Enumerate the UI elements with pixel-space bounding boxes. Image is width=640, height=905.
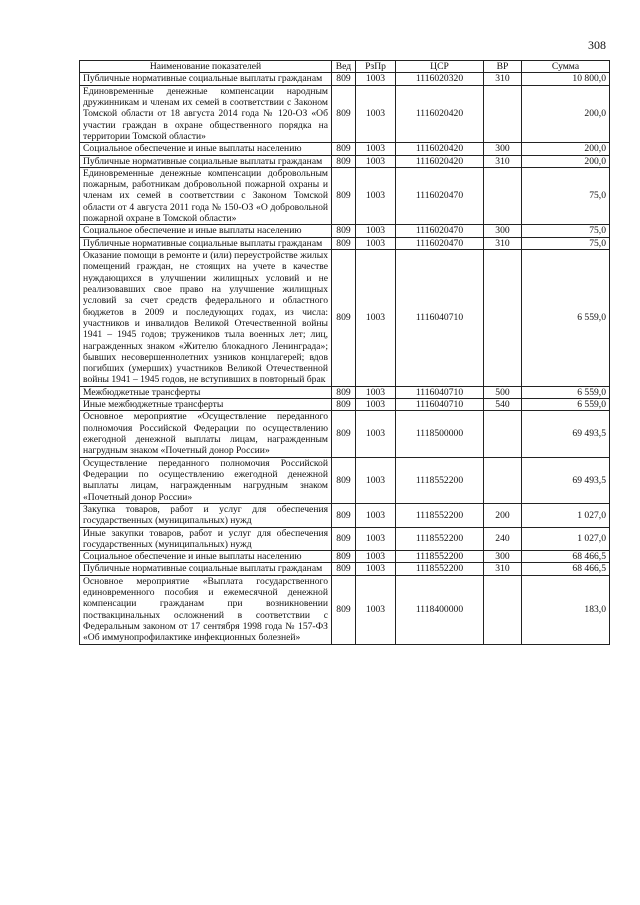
row-rzpr: 1003 [356,457,396,503]
row-vr [484,85,522,143]
row-ved: 809 [332,503,356,527]
row-csr: 1116020420 [396,143,484,155]
row-name: Иные закупки товаров, работ и услуг для обеспечения государственных (муниципальных) нужд [80,527,332,551]
row-name: Иные межбюджетные трансферты [80,399,332,411]
row-sum: 69 493,5 [522,411,610,457]
row-sum: 68 466,5 [522,551,610,563]
row-name: Публичные нормативные социальные выплаты гражданам [80,563,332,575]
header-rzpr: РзПр [356,61,396,73]
table-row [80,386,610,398]
table-row [80,399,610,411]
row-ved: 809 [332,399,356,411]
row-ved: 809 [332,411,356,457]
row-vr: 540 [484,399,522,411]
table-header-row [80,61,610,73]
row-vr: 310 [484,237,522,249]
row-rzpr: 1003 [356,85,396,143]
row-vr [484,457,522,503]
row-sum: 6 559,0 [522,386,610,398]
table-row [80,551,610,563]
row-csr: 1118552200 [396,563,484,575]
row-name: Публичные нормативные социальные выплаты гражданам [80,73,332,85]
table-row [80,411,610,457]
row-rzpr: 1003 [356,563,396,575]
row-rzpr: 1003 [356,575,396,644]
row-ved: 809 [332,155,356,167]
table-row [80,225,610,237]
row-csr: 1116020470 [396,167,484,225]
row-sum: 75,0 [522,237,610,249]
row-csr: 1116040710 [396,399,484,411]
row-name: Публичные нормативные социальные выплаты гражданам [80,237,332,249]
row-name: Основное мероприятие «Выплата государственного единовременного пособия и ежемесячной денежной компенсации гражданам при возникновении поствакцинальных осложнений в соответствии с Федеральным законом от 17 сентября 1998 года № 157-ФЗ «Об иммунопрофилактике инфекционных болезней» [80,575,332,644]
row-sum: 200,0 [522,155,610,167]
row-ved: 809 [332,575,356,644]
row-ved: 809 [332,527,356,551]
row-rzpr: 1003 [356,225,396,237]
row-name: Социальное обеспечение и иные выплаты населению [80,225,332,237]
header-ved: Вед [332,61,356,73]
table-row [80,250,610,387]
row-csr: 1118400000 [396,575,484,644]
row-ved: 809 [332,143,356,155]
row-vr: 310 [484,563,522,575]
row-vr: 310 [484,155,522,167]
table-row [80,155,610,167]
row-ved: 809 [332,225,356,237]
row-vr: 500 [484,386,522,398]
page-number: 308 [588,38,606,52]
row-ved: 809 [332,167,356,225]
row-sum: 1 027,0 [522,503,610,527]
row-rzpr: 1003 [356,167,396,225]
row-csr: 1118552200 [396,457,484,503]
row-vr: 300 [484,143,522,155]
row-rzpr: 1003 [356,386,396,398]
table-row [80,237,610,249]
row-csr: 1116040710 [396,386,484,398]
row-vr: 310 [484,73,522,85]
row-csr: 1118552200 [396,527,484,551]
row-sum: 10 800,0 [522,73,610,85]
row-vr [484,250,522,387]
table-row [80,503,610,527]
row-vr [484,167,522,225]
row-vr [484,411,522,457]
row-sum: 183,0 [522,575,610,644]
table-row [80,563,610,575]
row-sum: 200,0 [522,85,610,143]
row-sum: 200,0 [522,143,610,155]
row-name: Закупка товаров, работ и услуг для обеспечения государственных (муниципальных) нужд [80,503,332,527]
row-csr: 1118500000 [396,411,484,457]
table-row [80,527,610,551]
row-name: Единовременные денежные компенсации добровольным пожарным, работникам добровольной пожарной охраны и членам их семей в соответствии с Законом Томской области от 4 августа 2011 года № 150-ОЗ «О добровольной пожарной охране в Томской области» [80,167,332,225]
row-name: Основное мероприятие «Осуществление переданного полномочия Российской Федерации по осуществлению ежегодной денежной выплаты лицам, награжденным нагрудным знаком «Почетный донор России» [80,411,332,457]
budget-table [79,60,610,645]
row-rzpr: 1003 [356,411,396,457]
row-rzpr: 1003 [356,527,396,551]
row-csr: 1116020320 [396,73,484,85]
header-vr: ВР [484,61,522,73]
row-csr: 1116040710 [396,250,484,387]
row-name: Оказание помощи в ремонте и (или) переустройстве жилых помещений граждан, не стоящих на учете в качестве нуждающихся в улучшении жилищных условий и не реализовавших свое право на улучшение жилищных условий за счет средств федерального и областного бюджетов в 2009 и последующих годах, из числа: участников и инвалидов Великой Отечественной войны 1941 – 1945 годов; тружеников тыла военных лет; лиц, награжденных знаком «Жителю блокадного Ленинграда»; бывших несовершеннолетних узников концлагерей; вдов погибших (умерших) участников Великой Отечественной войны 1941 – 1945 годов, не вступивших в повторный брак [80,250,332,387]
table-row [80,167,610,225]
row-vr: 200 [484,503,522,527]
row-name: Межбюджетные трансферты [80,386,332,398]
row-ved: 809 [332,85,356,143]
row-csr: 1118552200 [396,551,484,563]
table-row [80,575,610,644]
table-row [80,457,610,503]
row-ved: 809 [332,250,356,387]
row-name: Осуществление переданного полномочия Российской Федерации по осуществлению ежегодной денежной выплаты лицам, награжденным нагрудным знаком «Почетный донор России» [80,457,332,503]
row-ved: 809 [332,457,356,503]
row-vr [484,575,522,644]
row-sum: 6 559,0 [522,399,610,411]
row-csr: 1116020420 [396,85,484,143]
row-rzpr: 1003 [356,551,396,563]
row-rzpr: 1003 [356,143,396,155]
row-ved: 809 [332,73,356,85]
header-name: Наименование показателей [80,61,332,73]
header-csr: ЦСР [396,61,484,73]
row-csr: 1118552200 [396,503,484,527]
row-sum: 1 027,0 [522,527,610,551]
row-ved: 809 [332,563,356,575]
row-vr: 300 [484,225,522,237]
table-body [80,73,610,644]
table-row [80,85,610,143]
row-name: Социальное обеспечение и иные выплаты населению [80,551,332,563]
row-ved: 809 [332,237,356,249]
row-name: Социальное обеспечение и иные выплаты населению [80,143,332,155]
row-name: Единовременные денежные компенсации народным дружинникам и членам их семей в соответствии с Законом Томской области от 18 августа 2014 года № 120-ОЗ «Об участии граждан в охране общественного порядка на территории Томской области» [80,85,332,143]
row-csr: 1116020420 [396,155,484,167]
row-sum: 75,0 [522,167,610,225]
row-rzpr: 1003 [356,503,396,527]
row-vr: 300 [484,551,522,563]
header-sum: Сумма [522,61,610,73]
row-sum: 75,0 [522,225,610,237]
row-sum: 69 493,5 [522,457,610,503]
row-ved: 809 [332,551,356,563]
row-sum: 6 559,0 [522,250,610,387]
row-rzpr: 1003 [356,155,396,167]
row-rzpr: 1003 [356,399,396,411]
row-csr: 1116020470 [396,237,484,249]
row-rzpr: 1003 [356,250,396,387]
row-name: Публичные нормативные социальные выплаты гражданам [80,155,332,167]
row-rzpr: 1003 [356,237,396,249]
row-csr: 1116020470 [396,225,484,237]
row-vr: 240 [484,527,522,551]
row-sum: 68 466,5 [522,563,610,575]
row-ved: 809 [332,386,356,398]
table-row [80,143,610,155]
table-row [80,73,610,85]
row-rzpr: 1003 [356,73,396,85]
